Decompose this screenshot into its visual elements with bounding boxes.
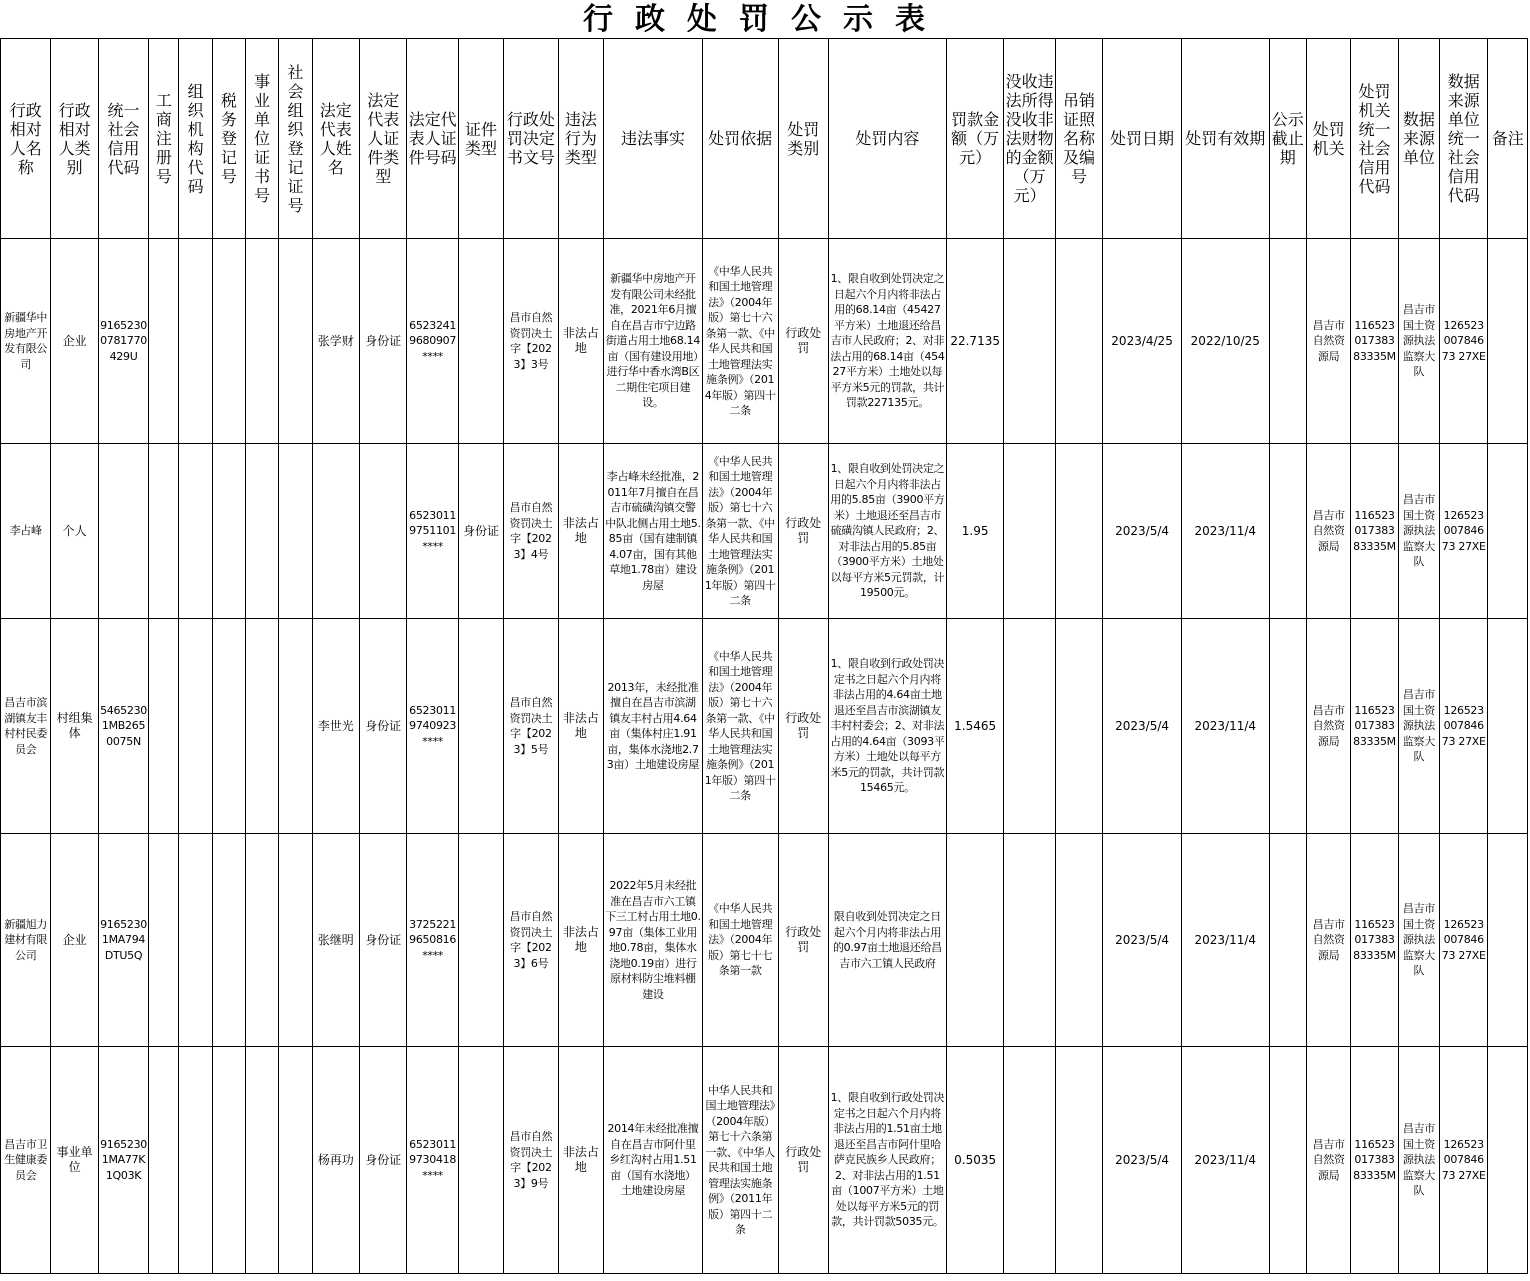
table-cell [946,239,1003,444]
cell-name: 李占峰 [9,524,42,538]
cell-legal-rep: 杨再功 [317,1152,354,1167]
table-cell [828,834,946,1047]
table-cell [604,619,703,834]
cell-name: 新疆华中房地产开发有限公司 [4,311,48,371]
table-cell [778,1047,828,1274]
cell-source-code: 12652300784673 27XE [1441,1137,1486,1182]
table-cell [946,619,1003,834]
table-cell [179,239,212,444]
table-cell [179,619,212,834]
table-cell [702,444,778,619]
table-cell [1103,239,1182,444]
table-cell [1055,1047,1102,1274]
cell-doc-no: 昌市自然资罚决土字【2023】3号 [509,311,553,371]
column-header: 处罚依据 [702,39,778,239]
cell-content: 1、限自收到行政处罚决定书之日起六个月内将非法占用的4.64亩土地退还至昌吉市滨湖镇友丰村村委会；2、对非法占用的4.64亩（3093平方米）土地处以每平方米5元的罚款，共计罚款15465元。 [830,657,945,795]
cell-source: 昌吉市国土资源执法监察大队 [1402,303,1435,379]
cell-facts: 李占峰未经批准，2011年7月擅自在昌吉市硫磺沟镇交警中队北侧占用土地5.85亩（国有建制镇4.07亩，国有其他草地1.78亩）建设房屋 [605,470,701,592]
table-cell [828,444,946,619]
table-cell [1398,619,1439,834]
column-header: 违法行为类型 [558,39,603,239]
table-cell [246,444,279,619]
header-row [1,39,1528,239]
column-header: 法定代表人证件类型 [360,39,407,239]
table-cell [279,1047,312,1274]
column-header: 处罚有效期 [1181,39,1269,239]
table-cell [360,444,407,619]
table-cell [360,834,407,1047]
column-header: 组织机构代码 [179,39,212,239]
cell-valid: 2023/11/4 [1194,718,1257,733]
table-cell [1,834,51,1047]
table-row [1,444,1528,619]
table-cell [1181,1047,1269,1274]
cell-valid: 2023/11/4 [1194,1152,1257,1167]
table-cell [504,834,558,1047]
cell-authority: 昌吉市自然资源局 [1312,703,1345,748]
cell-penalty-type: 行政处罚 [785,1145,822,1174]
table-cell [604,1047,703,1274]
column-header: 行政相对人类别 [51,39,98,239]
table-cell [1351,619,1398,834]
table-cell [1440,834,1488,1047]
table-cell [702,1047,778,1274]
cell-authority-code: 11652301738383335M [1353,508,1396,553]
table-cell [1004,619,1055,834]
column-header: 处罚内容 [828,39,946,239]
column-header: 处罚机关 [1306,39,1350,239]
table-cell [1306,239,1350,444]
column-header: 处罚类别 [778,39,828,239]
table-cell [98,619,148,834]
cell-source-code: 12652300784673 27XE [1441,318,1486,363]
table-cell [51,239,98,444]
table-cell [1269,239,1306,444]
cell-content: 1、限自收到处罚决定之日起六个月内将非法占用的5.85亩（3900平方米）土地退还至昌吉市硫磺沟镇人民政府；2、对非法占用的5.85亩（3900平方米）土地处以每平方米5元罚款，计19500元。 [830,462,945,600]
table-cell [279,444,312,619]
cell-violation-type: 非法占地 [562,326,599,355]
cell-valid: 2023/11/4 [1194,523,1257,538]
table-cell [98,834,148,1047]
table-cell [246,619,279,834]
table-cell [504,619,558,834]
table-cell [279,619,312,834]
table-cell [558,834,603,1047]
cell-violation-type: 非法占地 [562,516,599,545]
cell-penalty-type: 行政处罚 [785,925,822,954]
table-row [1,1047,1528,1274]
cell-basis: 《中华人民共和国土地管理法》（2004年版）第七十七条第一款 [708,902,773,978]
cell-source: 昌吉市国土资源执法监察大队 [1402,1122,1435,1198]
table-cell [98,444,148,619]
table-cell [212,1047,245,1274]
column-header: 没收违法所得没收非法财物的金额（万元） [1004,39,1055,239]
table-cell [149,444,179,619]
cell-facts: 2022年5月未经批准在昌吉市六工镇下三工村占用土地0.97亩（集体工业用地0.78亩，集体水浇地0.19亩）进行原材料防尘堆料棚建设 [605,879,701,1001]
table-cell [458,619,503,834]
column-header: 法定代表人姓名 [312,39,359,239]
cell-basis: 《中华人民共和国土地管理法》（2004年版）第七十六条第一款、《中华人民共和国土地管理法实施条例》（2011年版）第四十二条 [704,454,776,607]
cell-penalty-type: 行政处罚 [785,516,822,545]
table-cell [98,239,148,444]
table-cell [1306,619,1350,834]
table-cell [149,834,179,1047]
table-cell [212,239,245,444]
table-cell [149,619,179,834]
column-header: 违法事实 [604,39,703,239]
cell-facts: 新疆华中房地产开发有限公司未经批准，2021年6月擅自在昌吉市宁边路街道占用土地68.14亩（国有建设用地）进行华中香水湾B区二期住宅项目建设。 [605,272,701,410]
table-cell [702,619,778,834]
cell-authority-code: 11652301738383335M [1353,917,1396,962]
cell-penalty-type: 行政处罚 [785,711,822,740]
cell-legal-rep: 张学财 [317,333,354,348]
page-title: 行政处罚公示表 [583,2,947,37]
table-cell [1269,444,1306,619]
table-cell [946,1047,1003,1274]
cell-authority: 昌吉市自然资源局 [1312,1137,1345,1182]
column-header: 处罚机关统一社会信用代码 [1351,39,1398,239]
cell-content: 限自收到处罚决定之日起六个月内将非法占用的0.97亩土地退还给昌吉市六工镇人民政府 [832,910,942,970]
table-cell [246,239,279,444]
table-cell [558,444,603,619]
cell-source: 昌吉市国土资源执法监察大队 [1402,902,1435,978]
table-cell [604,239,703,444]
table-cell [51,444,98,619]
cell-basis: 《中华人民共和国土地管理法》（2004年版）第七十六条第一款、《中华人民共和国土地管理法实施条例》（2011年版）第四十二条 [704,649,776,802]
cell-rep-id-no: 65232419680907**** [409,318,457,363]
table-cell [558,239,603,444]
cell-authority: 昌吉市自然资源局 [1312,508,1345,553]
table-cell [1269,834,1306,1047]
table-cell [1351,1047,1398,1274]
table-cell [360,1047,407,1274]
table-cell [1440,619,1488,834]
cell-violation-type: 非法占地 [562,711,599,740]
table-cell [1398,1047,1439,1274]
table-cell [312,834,359,1047]
table-cell [1488,619,1528,834]
table-cell [1181,444,1269,619]
column-header: 证件类型 [458,39,503,239]
table-cell [1398,444,1439,619]
table-cell [51,619,98,834]
cell-date: 2023/5/4 [1115,1152,1170,1167]
cell-date: 2023/5/4 [1115,523,1170,538]
cell-content: 1、限自收到处罚决定之日起六个月内将非法占用的68.14亩（45427平方米）土地退还给昌吉市人民政府；2、对非法占用的68.14亩（45427平方米）土地处以每平方米5元的罚款，共计罚款227135元。 [830,272,945,410]
table-cell [1004,239,1055,444]
table-cell [312,619,359,834]
cell-legal-rep: 李世光 [317,718,354,733]
cell-rep-id-no: 65230119751101**** [409,508,457,553]
cell-rep-id-type: 身份证 [365,333,402,348]
column-header: 工商注册号 [149,39,179,239]
cell-content: 1、限自收到行政处罚决定书之日起六个月内将非法占用的1.51亩土地退还至昌吉市阿什里哈萨克民族乡人民政府；2、对非法占用的1.51亩（1007平方米）土地处以每平方米5元的罚款，共计罚款5035元。 [830,1091,945,1229]
column-header: 吊销证照名称及编号 [1055,39,1102,239]
table-cell [312,239,359,444]
table-cell [360,239,407,444]
table-cell [407,619,458,834]
table-cell [1306,444,1350,619]
table-cell [1181,834,1269,1047]
cell-authority-code: 11652301738383335M [1353,703,1396,748]
cell-valid: 2022/10/25 [1190,333,1260,348]
table-cell [98,1047,148,1274]
cell-penalty-type: 行政处罚 [785,326,822,355]
table-cell [1351,834,1398,1047]
cell-source-code: 12652300784673 27XE [1441,917,1486,962]
table-cell [1055,444,1102,619]
cell-credit-code: 54652301MB2650075N [100,703,147,748]
cell-fine: 1.95 [961,523,989,538]
table-row [1,619,1528,834]
cell-basis: 中华人民共和国土地管理法》（2004年版）第七十六条第一款、《中华人民共和国土地管理法实施条例》（2011年版）第四十二条 [705,1083,775,1236]
column-header: 罚款金额（万元） [946,39,1003,239]
table-cell [279,834,312,1047]
table-cell [702,834,778,1047]
table-cell [1103,1047,1182,1274]
table-cell [1181,619,1269,834]
table-cell [407,239,458,444]
cell-facts: 2014年未经批准擅自在昌吉市阿什里乡红沟村占用1.51亩（国有水浇地）土地建设房屋 [607,1122,699,1198]
cell-source-code: 12652300784673 27XE [1441,508,1486,553]
table-cell [149,239,179,444]
cell-category: 个人 [62,523,87,538]
cell-id-type: 身份证 [463,523,500,538]
table-cell [458,834,503,1047]
table-cell [246,834,279,1047]
table-cell [458,444,503,619]
table-cell [946,834,1003,1047]
cell-source: 昌吉市国土资源执法监察大队 [1402,493,1435,569]
table-cell [1440,444,1488,619]
table-cell [946,444,1003,619]
column-header: 行政处罚决定书文号 [504,39,558,239]
cell-category: 村组集体 [56,711,93,740]
table-cell [149,1047,179,1274]
table-cell [1055,834,1102,1047]
table-cell [1351,444,1398,619]
column-header: 事业单位证书号 [246,39,279,239]
table-cell [212,834,245,1047]
table-row [1,834,1528,1047]
table-cell [1055,239,1102,444]
table-cell [1269,1047,1306,1274]
table-cell [179,1047,212,1274]
table-cell [212,619,245,834]
table-cell [778,239,828,444]
table-cell [828,239,946,444]
cell-fine: 1.5465 [954,718,997,733]
cell-date: 2023/4/25 [1111,333,1173,348]
cell-basis: 《中华人民共和国土地管理法》（2004年版）第七十六条第一款、《中华人民共和国土地管理法实施条例》（2014年版）第四十二条 [704,264,776,417]
table-cell [1004,444,1055,619]
cell-credit-code: 91652301MA794DTU5Q [100,917,147,962]
table-cell [504,239,558,444]
cell-name: 新疆旭力建材有限公司 [4,917,48,962]
column-header: 法定代表人证件号码 [407,39,458,239]
table-cell [702,239,778,444]
table-cell [1,239,51,444]
table-cell [312,1047,359,1274]
table-cell [279,239,312,444]
table-cell [1351,239,1398,444]
table-cell [504,1047,558,1274]
table-cell [1488,834,1528,1047]
table-cell [1398,239,1439,444]
cell-authority-code: 11652301738383335M [1353,1137,1396,1182]
cell-credit-code: 91652301MA77K1Q03K [100,1137,147,1182]
column-header: 统一社会信用代码 [98,39,148,239]
cell-authority-code: 11652301738383335M [1353,318,1396,363]
table-cell [1440,1047,1488,1274]
table-cell [458,239,503,444]
table-cell [1,619,51,834]
table-cell [1488,239,1528,444]
cell-fine: 0.5035 [954,1152,997,1167]
cell-doc-no: 昌市自然资罚决土字【2023】5号 [509,696,553,756]
cell-rep-id-no: 37252219650816**** [409,917,457,962]
table-cell [1440,239,1488,444]
cell-category: 事业单位 [56,1145,93,1174]
table-cell [1103,834,1182,1047]
table-row [1,239,1528,444]
cell-date: 2023/5/4 [1115,932,1170,947]
table-cell [1103,444,1182,619]
cell-facts: 2013年，未经批准擅自在昌吉市滨湖镇友丰村占用4.64亩（集体村庄1.91亩，集体水浇地2.73亩）土地建设房屋 [606,680,700,771]
table-cell [1055,619,1102,834]
table-cell [179,444,212,619]
table-cell [51,834,98,1047]
cell-date: 2023/5/4 [1115,718,1170,733]
cell-name: 昌吉市滨湖镇友丰村村民委员会 [4,696,48,756]
table-cell [1488,1047,1528,1274]
cell-rep-id-type: 身份证 [365,718,402,733]
table-cell [458,1047,503,1274]
column-header: 公示截止期 [1269,39,1306,239]
column-header: 税务登记号 [212,39,245,239]
table-cell [604,444,703,619]
cell-authority: 昌吉市自然资源局 [1312,917,1345,962]
cell-legal-rep: 张继明 [317,932,354,947]
column-header: 数据来源单位统一社会信用代码 [1440,39,1488,239]
table-cell [407,1047,458,1274]
table-cell [604,834,703,1047]
table-cell [778,619,828,834]
cell-category: 企业 [62,932,87,947]
cell-doc-no: 昌市自然资罚决土字【2023】4号 [509,501,553,561]
table-cell [558,619,603,834]
cell-fine: 22.7135 [950,333,1000,348]
table-cell [1181,239,1269,444]
column-header: 社会组织登记证号 [279,39,312,239]
cell-source-code: 12652300784673 27XE [1441,703,1486,748]
cell-rep-id-no: 65230119730418**** [409,1137,457,1182]
cell-violation-type: 非法占地 [562,1145,599,1174]
table-cell [828,1047,946,1274]
table-cell [179,834,212,1047]
table-cell [1,1047,51,1274]
table-cell [212,444,245,619]
cell-doc-no: 昌市自然资罚决土字【2023】6号 [509,910,553,970]
table-cell [1488,444,1528,619]
cell-name: 昌吉市卫生健康委员会 [4,1137,48,1182]
table-cell [828,619,946,834]
table-cell [1398,834,1439,1047]
column-header: 备注 [1488,39,1528,239]
cell-valid: 2023/11/4 [1194,932,1257,947]
cell-rep-id-no: 65230119740923**** [409,703,457,748]
table-cell [312,444,359,619]
cell-credit-code: 91652300781770429U [100,318,147,363]
table-cell [778,444,828,619]
table-cell [407,444,458,619]
cell-source: 昌吉市国土资源执法监察大队 [1402,688,1435,764]
table-cell [1004,1047,1055,1274]
table-cell [778,834,828,1047]
cell-rep-id-type: 身份证 [365,1152,402,1167]
penalty-table [0,38,1528,1274]
cell-category: 企业 [62,333,87,348]
table-cell [1306,834,1350,1047]
table-cell [51,1047,98,1274]
table-cell [360,619,407,834]
table-cell [407,834,458,1047]
cell-rep-id-type: 身份证 [365,932,402,947]
cell-violation-type: 非法占地 [562,925,599,954]
column-header: 数据来源单位 [1398,39,1439,239]
table-cell [1103,619,1182,834]
table-cell [504,444,558,619]
cell-authority: 昌吉市自然资源局 [1312,318,1345,363]
table-cell [1004,834,1055,1047]
column-header: 处罚日期 [1103,39,1182,239]
table-cell [1306,1047,1350,1274]
table-cell [1,444,51,619]
table-cell [558,1047,603,1274]
cell-doc-no: 昌市自然资罚决土字【2023】9号 [509,1130,553,1190]
table-cell [246,1047,279,1274]
table-cell [1269,619,1306,834]
column-header: 行政相对人名称 [1,39,51,239]
